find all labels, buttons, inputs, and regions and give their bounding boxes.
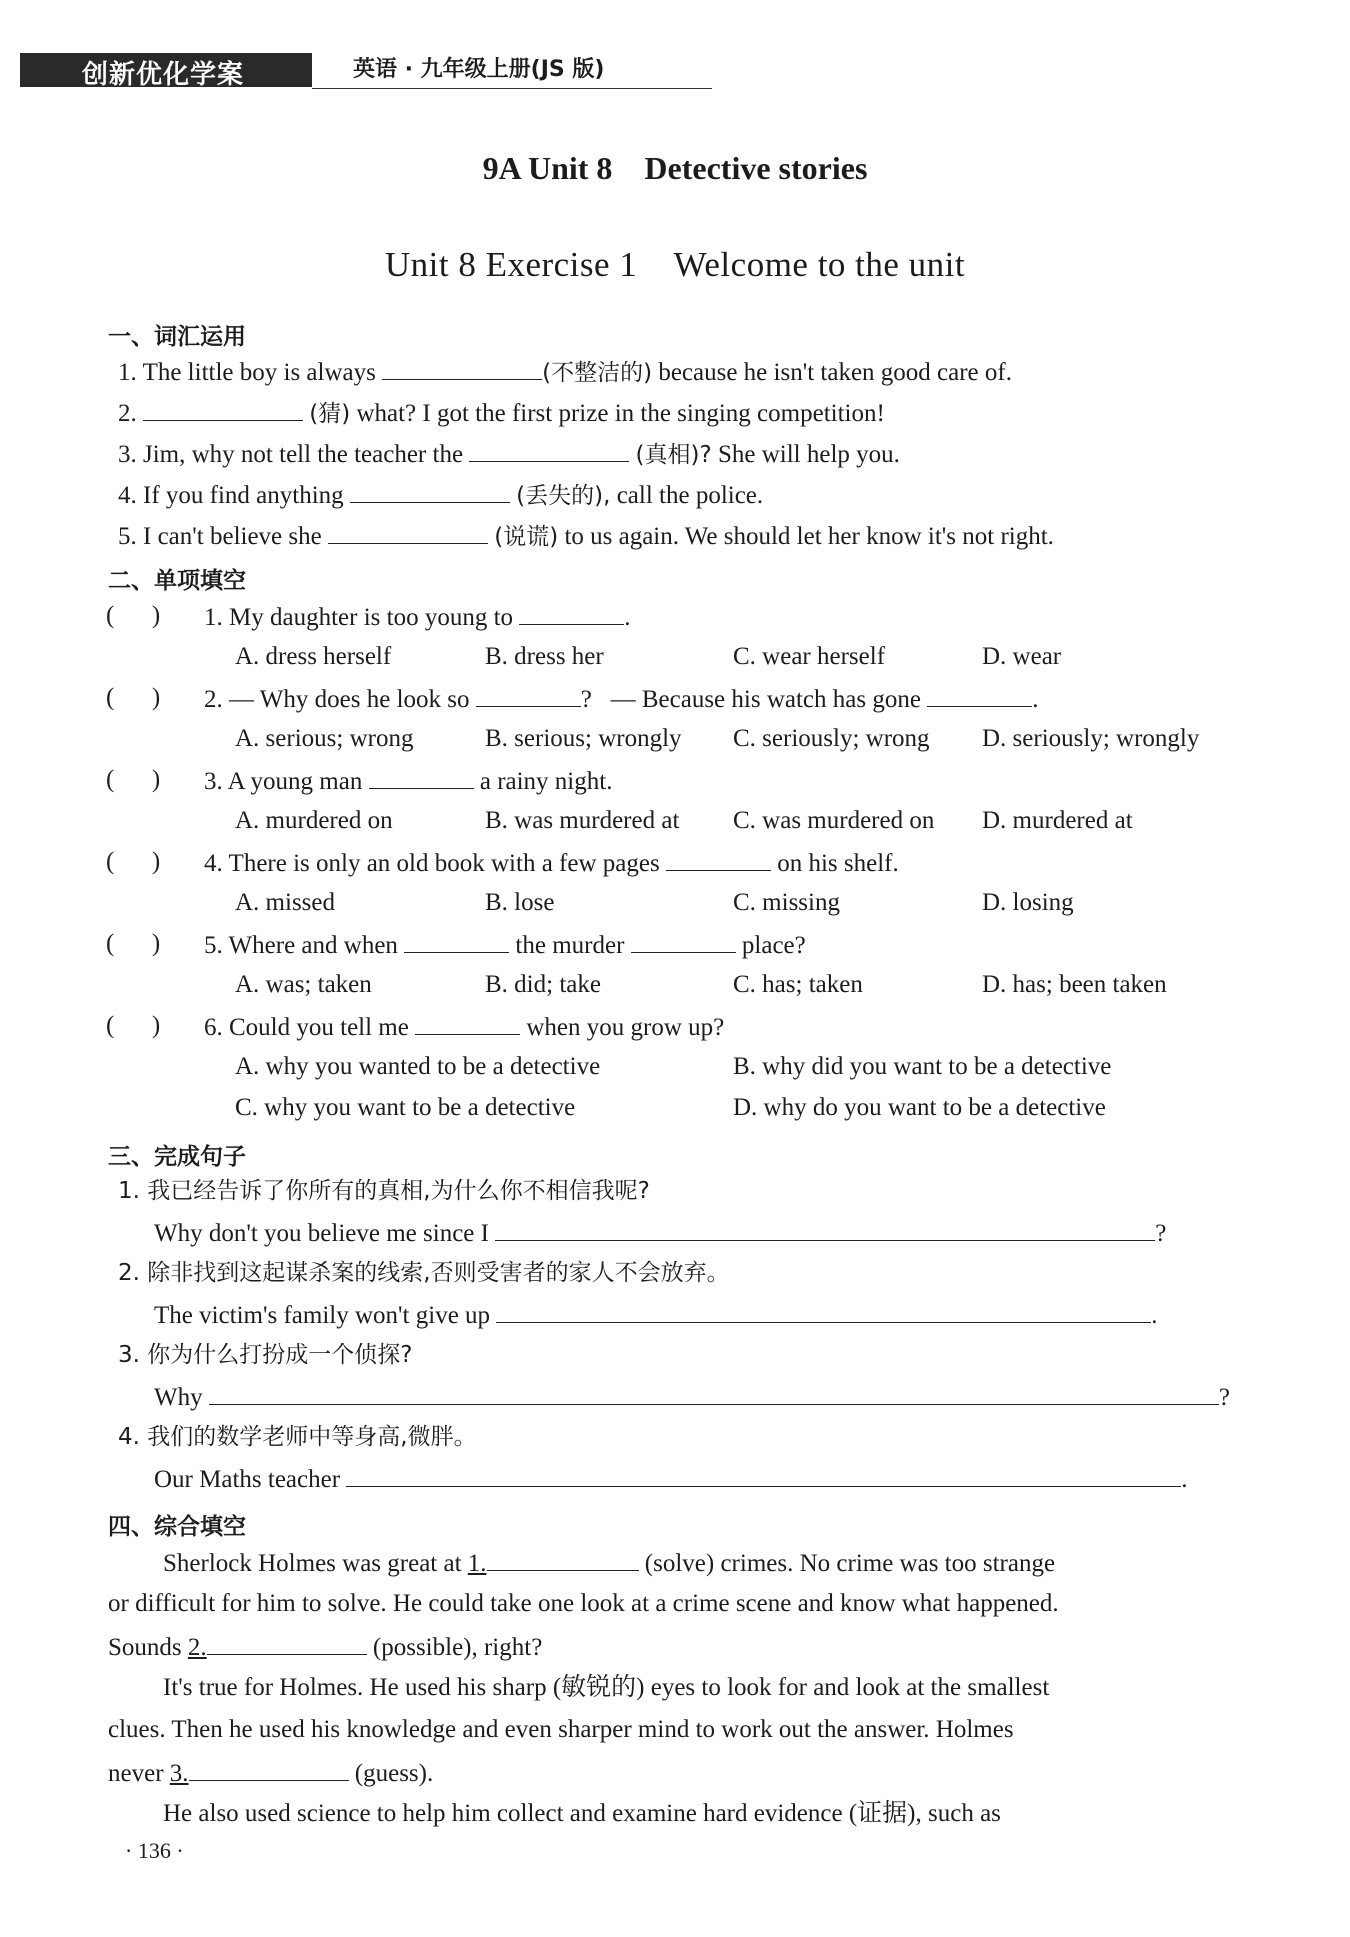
header-rule <box>312 88 712 89</box>
option-b[interactable]: B. did; take <box>485 971 601 998</box>
answer-parentheses[interactable]: ( ) <box>106 602 161 629</box>
cloze-line: He also used science to help him collect and examine hard evidence (证据), such as <box>163 1800 1001 1827</box>
answer-blank[interactable] <box>476 682 581 707</box>
section-heading-cloze: 四、综合填空 <box>108 1514 246 1540</box>
answer-parentheses[interactable]: ( ) <box>106 766 161 793</box>
option-c[interactable]: C. why you want to be a detective <box>235 1094 576 1121</box>
sentence-english: Why ? <box>154 1380 1230 1412</box>
option-d[interactable]: D. murdered at <box>982 807 1133 834</box>
cloze-line: It's true for Holmes. He used his sharp (敏锐的) eyes to look for and look at the smallest <box>163 1674 1050 1701</box>
cloze-line: Sounds 2. (possible), right? <box>108 1630 542 1662</box>
section-heading-sentences: 三、完成句子 <box>108 1144 246 1170</box>
mcq-stem: 4. There is only an old book with a few pages on his shelf. <box>204 846 899 878</box>
sentence-english: The victim's family won't give up . <box>154 1298 1158 1330</box>
option-c[interactable]: C. has; taken <box>733 971 863 998</box>
mcq-stem: 2. — Why does he look so ? — Because his watch has gone . <box>204 682 1038 714</box>
blank-number: 3. <box>169 1760 189 1787</box>
vocab-item: 2. (猜) what? I got the first prize in the singing competition! <box>118 396 885 428</box>
sentence-chinese: 4. 我们的数学老师中等身高,微胖。 <box>118 1424 477 1450</box>
answer-blank[interactable] <box>350 478 510 503</box>
mcq-stem: 5. Where and when the murder place? <box>204 928 806 960</box>
option-c[interactable]: C. seriously; wrong <box>733 725 930 752</box>
vocab-item: 5. I can't believe she (说谎) to us again. We should let her know it's not right. <box>118 519 1054 551</box>
answer-blank[interactable] <box>496 1298 1151 1323</box>
brand-text: 创新优化学案 <box>82 60 245 90</box>
option-a[interactable]: A. dress herself <box>235 643 392 670</box>
option-c[interactable]: C. missing <box>733 889 840 916</box>
option-c[interactable]: C. wear herself <box>733 643 886 670</box>
answer-blank[interactable] <box>495 1216 1155 1241</box>
option-b[interactable]: B. lose <box>485 889 555 916</box>
option-c[interactable]: C. was murdered on <box>733 807 935 834</box>
answer-blank[interactable] <box>369 764 474 789</box>
answer-blank[interactable] <box>487 1546 639 1571</box>
answer-blank[interactable] <box>469 437 629 462</box>
option-b[interactable]: B. dress her <box>485 643 604 670</box>
option-a[interactable]: A. serious; wrong <box>235 725 414 752</box>
answer-parentheses[interactable]: ( ) <box>106 848 161 875</box>
unit-title: 9A Unit 8 Detective stories <box>482 150 868 186</box>
option-d[interactable]: D. seriously; wrongly <box>982 725 1200 752</box>
sentence-chinese: 3. 你为什么打扮成一个侦探? <box>118 1342 413 1368</box>
blank-number: 2. <box>187 1634 207 1661</box>
answer-parentheses[interactable]: ( ) <box>106 1012 161 1039</box>
answer-blank[interactable] <box>346 1462 1181 1487</box>
answer-blank[interactable] <box>415 1010 520 1035</box>
answer-parentheses[interactable]: ( ) <box>106 684 161 711</box>
answer-blank[interactable] <box>519 600 624 625</box>
answer-blank[interactable] <box>927 682 1032 707</box>
option-d[interactable]: D. wear <box>982 643 1062 670</box>
option-a[interactable]: A. murdered on <box>235 807 393 834</box>
blank-number: 1. <box>467 1550 487 1577</box>
vocab-item: 4. If you find anything (丢失的), call the police. <box>118 478 763 510</box>
answer-blank[interactable] <box>328 519 488 544</box>
answer-parentheses[interactable]: ( ) <box>106 930 161 957</box>
sentence-english: Why don't you believe me since I ? <box>154 1216 1166 1248</box>
option-b[interactable]: B. serious; wrongly <box>485 725 682 752</box>
book-subject: 英语 · 九年级上册(JS 版) <box>353 57 605 82</box>
answer-blank[interactable] <box>382 355 542 380</box>
brand-banner <box>20 53 312 90</box>
page-header <box>20 50 1335 90</box>
sentence-chinese: 1. 我已经告诉了你所有的真相,为什么你不相信我呢? <box>118 1178 650 1204</box>
answer-blank[interactable] <box>666 846 771 871</box>
exercise-title: Unit 8 Exercise 1 Welcome to the unit <box>384 245 966 284</box>
section-heading-mcq: 二、单项填空 <box>108 568 246 594</box>
answer-blank[interactable] <box>207 1630 367 1655</box>
option-a[interactable]: A. why you wanted to be a detective <box>235 1053 601 1080</box>
vocab-item: 1. The little boy is always (不整洁的) because he isn't taken good care of. <box>118 355 1012 387</box>
answer-blank[interactable] <box>189 1756 349 1781</box>
option-b[interactable]: B. was murdered at <box>485 807 680 834</box>
vocab-item: 3. Jim, why not tell the teacher the (真相)? She will help you. <box>118 437 900 469</box>
section-heading-vocab: 一、词汇运用 <box>108 324 246 350</box>
option-d[interactable]: D. losing <box>982 889 1074 916</box>
answer-blank[interactable] <box>143 396 303 421</box>
option-d[interactable]: D. has; been taken <box>982 971 1167 998</box>
answer-blank[interactable] <box>404 928 509 953</box>
option-b[interactable]: B. why did you want to be a detective <box>733 1053 1112 1080</box>
option-d[interactable]: D. why do you want to be a detective <box>733 1094 1106 1121</box>
cloze-line: never 3. (guess). <box>108 1756 433 1788</box>
sentence-chinese: 2. 除非找到这起谋杀案的线索,否则受害者的家人不会放弃。 <box>118 1260 730 1286</box>
option-a[interactable]: A. missed <box>235 889 335 916</box>
cloze-line: clues. Then he used his knowledge and even sharper mind to work out the answer. Holmes <box>108 1716 1014 1743</box>
mcq-stem: 1. My daughter is too young to . <box>204 600 631 632</box>
option-a[interactable]: A. was; taken <box>235 971 372 998</box>
page-number: · 136 · <box>125 1838 184 1863</box>
answer-blank[interactable] <box>209 1380 1219 1405</box>
mcq-stem: 6. Could you tell me when you grow up? <box>204 1010 724 1042</box>
sentence-english: Our Maths teacher . <box>154 1462 1188 1494</box>
mcq-stem: 3. A young man a rainy night. <box>204 764 612 796</box>
cloze-line: Sherlock Holmes was great at 1. (solve) crimes. No crime was too strange <box>163 1546 1055 1578</box>
cloze-line: or difficult for him to solve. He could take one look at a crime scene and know what happened. <box>108 1590 1059 1617</box>
answer-blank[interactable] <box>631 928 736 953</box>
